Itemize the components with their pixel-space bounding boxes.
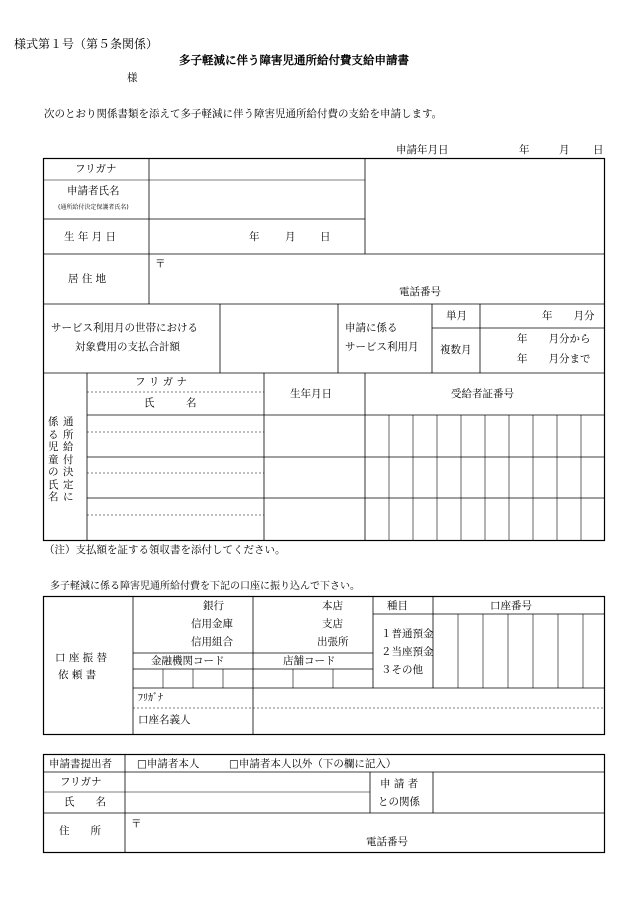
submitter-address-label: 住 所 <box>59 825 101 837</box>
children-dob-header: 生年月日 <box>290 388 332 400</box>
application-date-label: 申請年月日 <box>396 144 449 156</box>
application-date-year: 年 <box>519 144 530 156</box>
children-furigana-header: フ リ ガ ナ <box>135 376 188 388</box>
applicant-phone-label: 電話番号 <box>399 286 441 298</box>
applicant-postal-mark: 〒 <box>155 258 166 270</box>
applicant-dob-month: 月 <box>285 231 296 243</box>
submitter-furigana-label: フリガナ <box>60 776 102 788</box>
branch-type-branch: 支店 <box>322 618 343 630</box>
submitter-postal-mark: 〒 <box>131 818 142 830</box>
branch-type-sub: 出張所 <box>317 636 349 648</box>
applicant-name-label: 申請者氏名 <box>67 185 120 197</box>
attachment-note: （注）支払額を証する領収書を添付してください。 <box>44 544 286 556</box>
service-month-label-2: サービス利用月 <box>345 341 419 353</box>
submitter-option-other[interactable]: □申請者本人以外（下の欄に記入） <box>229 758 397 770</box>
children-side-label-2: 係る児童の氏名 <box>48 416 59 503</box>
intro-text: 次のとおり関係書類を添えて多子軽減に伴う障害児通所給付費の支給を申請します。 <box>44 108 443 120</box>
submitter-option-self[interactable]: □申請者本人 <box>137 758 200 770</box>
account-type-other: ３その他 <box>381 664 423 676</box>
applicant-dob-label: 生 年 月 日 <box>64 231 117 243</box>
children-side-label-1: 通所給付決定に <box>63 416 74 503</box>
children-name-header: 氏 名 <box>144 397 197 409</box>
service-total-label-1: サービス利用月の世帯における <box>51 322 198 334</box>
bank-section-label-1: 口 座 振 替 <box>55 652 108 664</box>
submitter-label: 申請書提出者 <box>49 758 112 770</box>
submitter-phone-label: 電話番号 <box>366 836 408 848</box>
applicant-dob-day: 日 <box>320 231 331 243</box>
applicant-name-note: (通所給付決定保護者氏名) <box>58 204 129 211</box>
account-number-label: 口座番号 <box>490 600 532 612</box>
service-multi-to: 年 月分まで <box>517 353 591 365</box>
service-total-label-2: 対象費用の支払合計額 <box>75 341 180 353</box>
bank-type-bank: 銀行 <box>203 600 224 612</box>
service-single-value: 年 月分 <box>542 310 595 322</box>
holder-label: 口座名義人 <box>138 714 191 726</box>
submitter-relation-label-1: 申 請 者 <box>380 778 419 790</box>
account-type-ordinary: １普通預金 <box>381 628 434 640</box>
applicant-dob-year: 年 <box>249 231 260 243</box>
bank-section-label-2: 依 頼 書 <box>58 669 97 681</box>
submitter-relation-label-2: との関係 <box>378 796 420 808</box>
branch-code-label: 店舗コード <box>283 655 336 667</box>
service-multi-from: 年 月分から <box>517 333 591 345</box>
account-type-current: ２当座預金 <box>381 646 434 658</box>
application-date-day: 日 <box>593 144 604 156</box>
addressee-suffix: 様 <box>127 72 138 84</box>
bank-type-kumiai: 信用組合 <box>191 636 233 648</box>
bank-type-shinkin: 信用金庫 <box>191 618 233 630</box>
service-month-label-1: 申請に係る <box>345 322 398 334</box>
applicant-furigana-label: フリガナ <box>75 163 117 175</box>
service-single-label: 単月 <box>446 310 467 322</box>
service-multi-label: 複数月 <box>440 344 472 356</box>
form-number: 様式第１号（第５条関係） <box>14 37 159 51</box>
application-date-month: 月 <box>559 144 570 156</box>
bank-code-label: 金融機関コード <box>151 655 225 667</box>
bank-intro: 多子軽減に係る障害児通所給付費を下記の口座に振り込んで下さい。 <box>50 581 360 592</box>
account-type-label: 種目 <box>387 600 408 612</box>
applicant-address-label: 居 住 地 <box>68 273 107 285</box>
page-title: 多子軽減に伴う障害児通所給付費支給申請書 <box>179 53 409 67</box>
submitter-name-label: 氏 名 <box>64 796 106 808</box>
children-cert-header: 受給者証番号 <box>451 388 514 400</box>
branch-type-main: 本店 <box>322 600 343 612</box>
holder-furigana-label: ﾌﾘｶﾞﾅ <box>138 693 163 704</box>
